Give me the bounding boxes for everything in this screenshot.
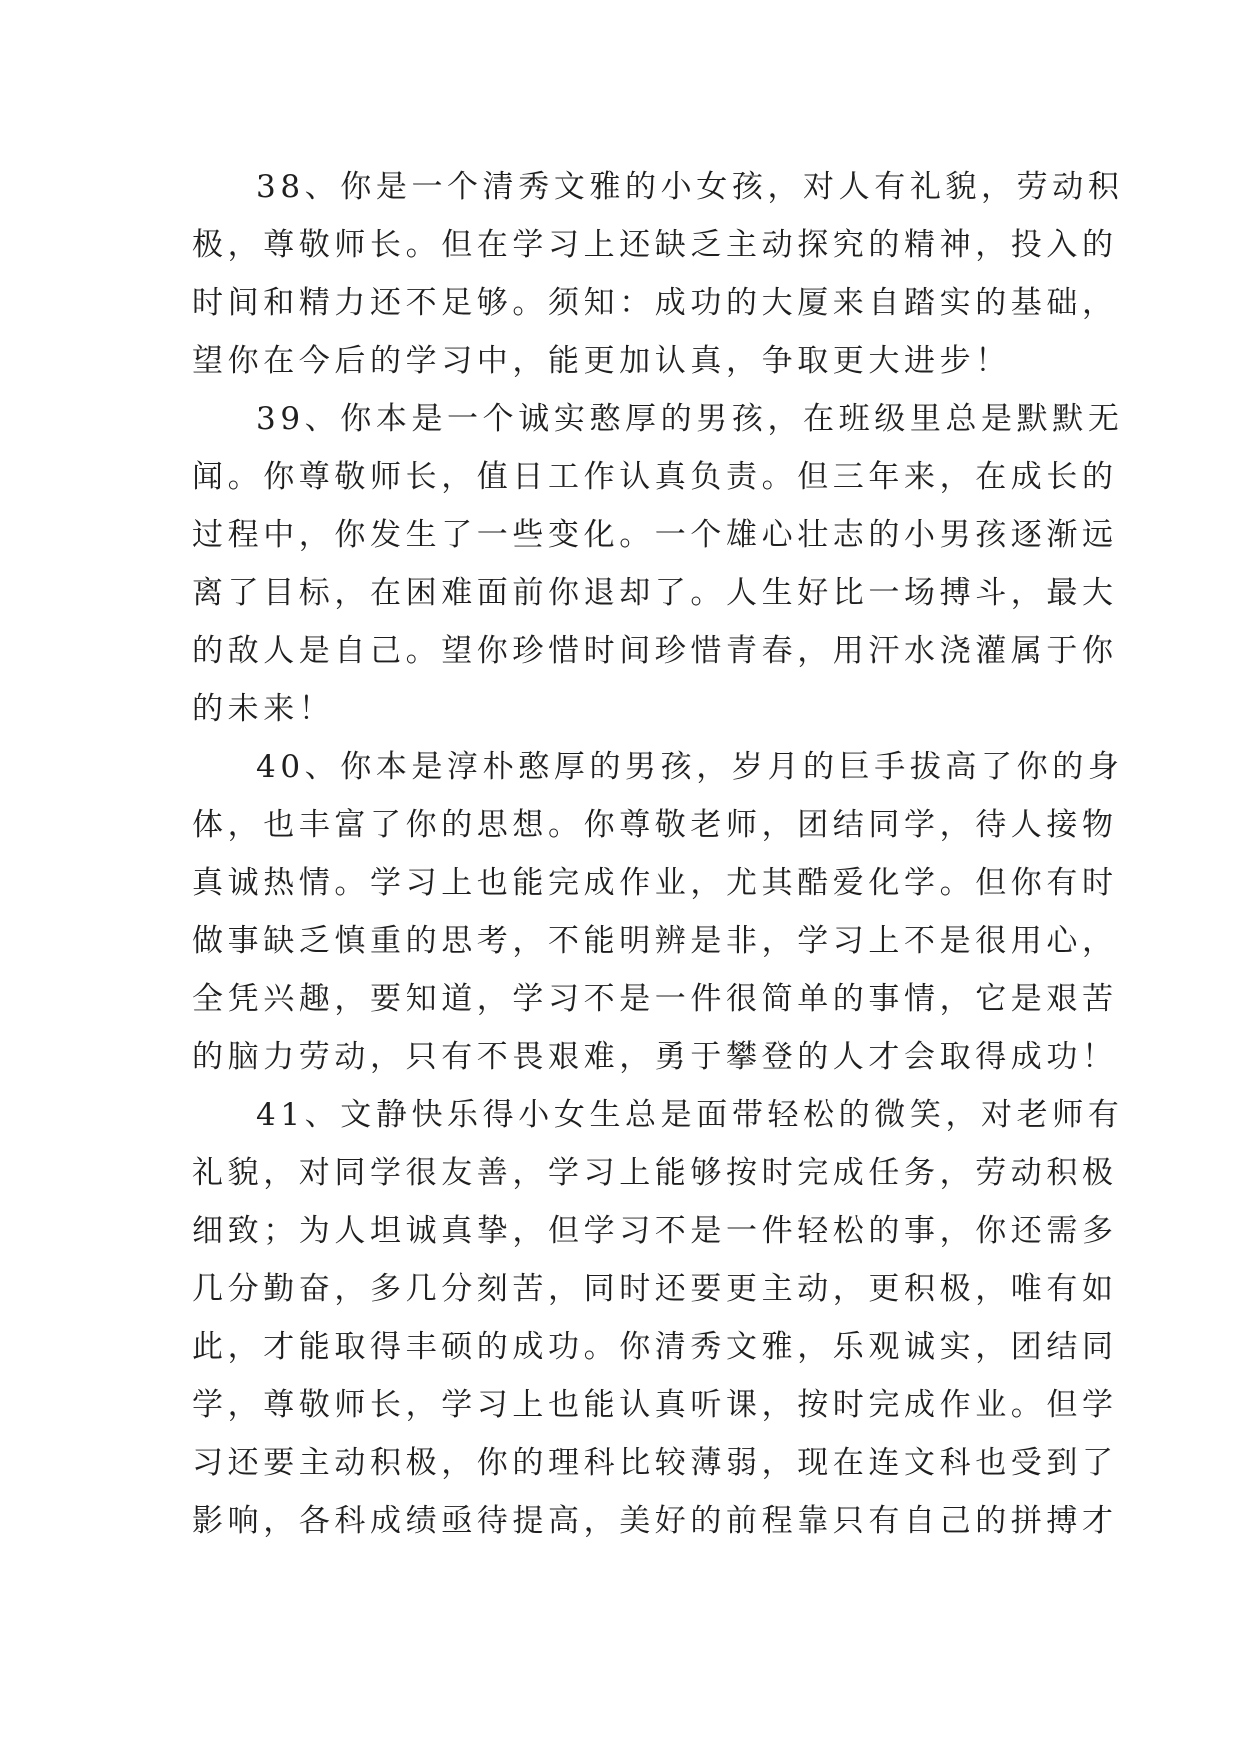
text-line: 此，才能取得丰硕的成功。你清秀文雅，乐观诚实，团结同 xyxy=(192,1329,1118,1365)
text-line: 时间和精力还不足够。须知：成功的大厦来自踏实的基础， xyxy=(192,285,1118,321)
text-line: 41、文静快乐得小女生总是面带轻松的微笑，对老师有 xyxy=(256,1097,1124,1133)
comment-paragraph-39 xyxy=(192,390,1124,738)
text-line: 细致；为人坦诚真挚，但学习不是一件轻松的事，你还需多 xyxy=(192,1213,1118,1249)
document-body xyxy=(192,158,1124,1550)
text-line: 离了目标，在困难面前你退却了。人生好比一场搏斗，最大 xyxy=(192,575,1118,611)
text-line: 39、你本是一个诚实憨厚的男孩，在班级里总是默默无 xyxy=(256,401,1124,437)
text-line: 过程中，你发生了一些变化。一个雄心壮志的小男孩逐渐远 xyxy=(192,517,1118,553)
comment-paragraph-40 xyxy=(192,738,1124,1086)
text-line: 极，尊敬师长。但在学习上还缺乏主动探究的精神，投入的 xyxy=(192,227,1118,263)
text-line: 学，尊敬师长，学习上也能认真听课，按时完成作业。但学 xyxy=(192,1387,1118,1423)
comment-paragraph-41 xyxy=(192,1086,1124,1550)
comment-paragraph-38 xyxy=(192,158,1124,390)
text-line: 习还要主动积极，你的理科比较薄弱，现在连文科也受到了 xyxy=(192,1445,1118,1481)
text-line: 几分勤奋，多几分刻苦，同时还要更主动，更积极，唯有如 xyxy=(192,1271,1118,1307)
text-line: 做事缺乏慎重的思考，不能明辨是非，学习上不是很用心， xyxy=(192,923,1118,959)
text-line: 40、你本是淳朴憨厚的男孩，岁月的巨手拔高了你的身 xyxy=(256,749,1124,785)
text-line: 礼貌，对同学很友善，学习上能够按时完成任务，劳动积极 xyxy=(192,1155,1118,1191)
text-line: 的敌人是自己。望你珍惜时间珍惜青春，用汗水浇灌属于你 xyxy=(192,633,1118,669)
text-line: 真诚热情。学习上也能完成作业，尤其酷爱化学。但你有时 xyxy=(192,865,1118,901)
text-line: 体，也丰富了你的思想。你尊敬老师，团结同学，待人接物 xyxy=(192,807,1118,843)
text-line: 全凭兴趣，要知道，学习不是一件很简单的事情，它是艰苦 xyxy=(192,981,1118,1017)
text-line: 的未来！ xyxy=(192,691,335,727)
text-line: 望你在今后的学习中，能更加认真，争取更大进步！ xyxy=(192,343,1011,379)
text-line: 影响，各科成绩亟待提高，美好的前程靠只有自己的拼搏才 xyxy=(192,1503,1118,1539)
text-line: 的脑力劳动，只有不畏艰难，勇于攀登的人才会取得成功！ xyxy=(192,1039,1118,1075)
text-line: 38、你是一个清秀文雅的小女孩，对人有礼貌，劳动积 xyxy=(256,169,1124,205)
text-line: 闻。你尊敬师长，值日工作认真负责。但三年来，在成长的 xyxy=(192,459,1118,495)
